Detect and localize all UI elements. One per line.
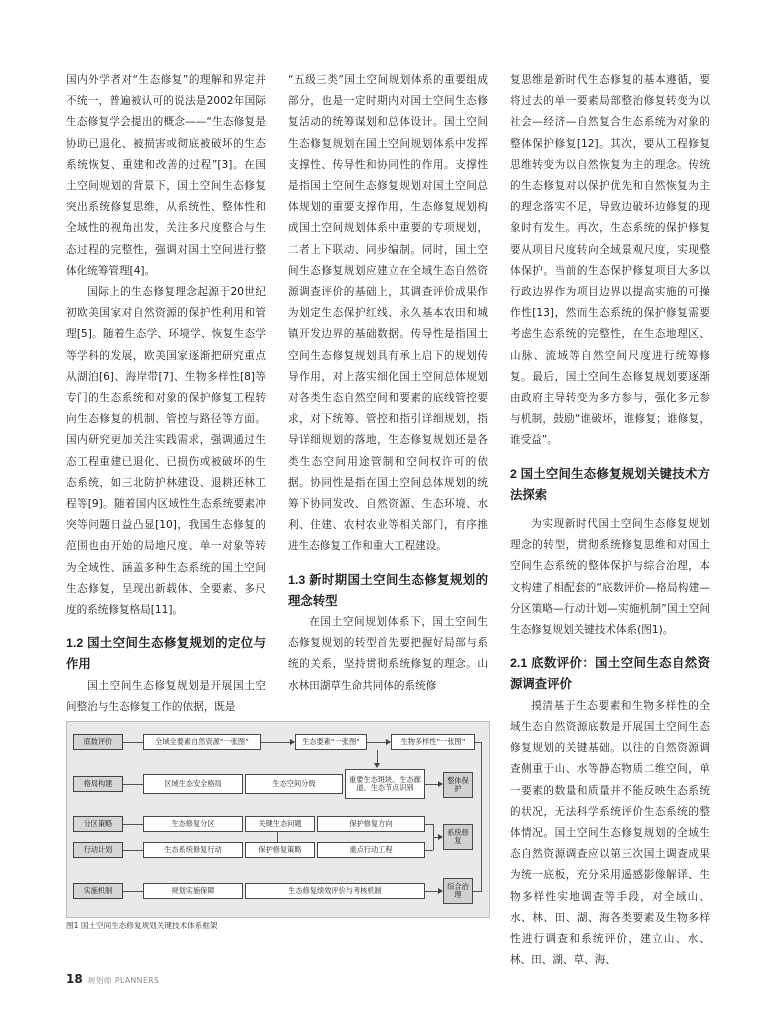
connector-line <box>123 742 143 743</box>
connector-line <box>475 742 482 743</box>
arrow-right-icon <box>438 781 443 787</box>
content-box: 全域全要素自然资源“一张图” <box>143 734 261 750</box>
arrow-right-icon <box>386 739 391 745</box>
stage-box: 分区策略 <box>73 816 123 832</box>
section-heading-2-1: 2.1 底数评价：国土空间生态自然资源调查评价 <box>510 656 710 692</box>
content-box: 规划实施保障 <box>143 883 243 899</box>
content-box: 生态修复分区 <box>143 816 243 832</box>
connector-line <box>377 750 378 764</box>
connector-line <box>123 784 143 785</box>
page-footer <box>66 972 159 986</box>
stage-box: 行动计划 <box>73 842 123 858</box>
paragraph: 在国土空间规划体系下，国土空间生态修复规划的转型首先要把握好局部与系统的关系，坚持贯彻系统修复的理念。山水林田湖草生命共同体的系统修 <box>288 616 488 692</box>
paragraph: 摸清基于生态要素和生物多样性的全域生态自然资源底数是开展国土空间生态修复规划的关键基础。以往的自然资源调查侧重于山、水等静态物质二维空间，单一要素的数量和质量并不能反映生态系统的状况，无法科学系统评价生态系统的整体情况。国土空间生态修复规划的全域生态自然资源调查应以第三次国土调查成果为统一底板，充分采用遥感影像解译、生物多样性实地调查等手段，对全域山、水、林、田、湖、海各类要素及生物多样性进行调查和系统评价，建立山、水、林、田、湖、草、海、 <box>510 699 710 967</box>
paragraph: 复思维是新时代生态修复的基本遵循，要将过去的单一要素局部整治修复转变为以社会—经济—自然复合生态系统为对象的整体保护修复[12]。其次，要从工程修复思维转变为以自然恢复为主的理念。传统的生态修复对以保护优先和自然恢复为主的理念落实不足，导致边破坏边修复的现象时有发生。再次，生态系统的保护修复要从项目尺度转向全域景观尺度，实现整体保护。当前的生态保护修复项目大多以行政边界作为项目边界以提高实施的可操作性[13]，然而生态系统的保护修复需要考虑生态系统的完整性，在生态地理区、山脉、流域等自然空间尺度进行统筹修复。最后，国土空间生态修复规划要逐渐由政府主导转变为多方参与，强化多元参与机制，鼓励“谁破坏，谁修复；谁修复，谁受益”。 <box>510 74 710 447</box>
figure-caption: 图1 国土空间生态修复规划关键技术体系框架 <box>66 921 218 930</box>
content-box: 生态空间分级 <box>245 774 343 794</box>
content-box: 重要生态斑块、生态廊道、生态节点识别 <box>345 769 425 799</box>
outcome-box: 整体保护 <box>443 772 473 798</box>
stage-box: 实施机制 <box>73 883 123 899</box>
stage-box: 底数评价 <box>73 734 123 750</box>
section-heading-1-3: 1.3 新时期国土空间生态修复规划的理念转型 <box>288 572 488 608</box>
section-heading-2: 2 国土空间生态修复规划关键技术方法探索 <box>510 466 710 502</box>
content-box: 关键生态问题 <box>245 816 315 832</box>
arrow-right-icon <box>438 834 443 840</box>
outcome-box: 系统修复 <box>443 824 473 850</box>
content-box: 生态系统修复行动 <box>143 842 243 858</box>
section-heading-1-2: 1.2 国土空间生态修复规划的定位与作用 <box>66 636 266 672</box>
page-number: 18 <box>66 972 83 986</box>
text-column-2 <box>288 70 488 697</box>
connector-line <box>425 850 433 851</box>
connector-line <box>481 742 482 891</box>
stage-box: 格局构建 <box>73 776 123 792</box>
paragraph: 国内外学者对“生态修复”的理解和界定并不统一，普遍被认可的说法是2002年国际生态修复学会提出的概念——“生态修复是协助已退化、被损害或彻底被破坏的生态系统恢复、重建和改善的过程”[3]。在国土空间规划的背景下，国土空间生态修复突出系统修复思维，从系统性、整体性和全域性的视角出发，关注多尺度整合与生态过程的完整性，强调对国土空间进行整体化统筹管理[4]。 <box>66 74 266 277</box>
connector-line <box>277 832 278 842</box>
connector-line <box>123 824 143 825</box>
paragraph: 国土空间生态修复规划是开展国土空间整治与生态修复工作的依据，既是 <box>66 679 266 713</box>
text-column-1 <box>66 70 266 718</box>
content-box: 重点行动工程 <box>317 842 425 858</box>
connector-line <box>473 891 482 892</box>
connector-line <box>123 850 143 851</box>
content-box: 保护修复策略 <box>245 842 315 858</box>
content-box: 生物多样性“一张图” <box>391 734 475 750</box>
connector-line <box>123 891 143 892</box>
text-column-3 <box>510 70 710 971</box>
connector-line <box>425 784 439 785</box>
paragraph: 为实现新时代国土空间生态修复规划理念的转型，贯彻系统修复思维和对国土空间生态系统的整体保护与综合治理，本文构建了相配套的“底数评价—格局构建—分区策略—行动计划—实施机制”国土空间生态修复规划关键技术体系(图1)。 <box>510 518 710 637</box>
journal-name: 规划师 PLANNERS <box>87 976 160 985</box>
content-box: 生态修复绩效评价与考核机制 <box>245 883 425 899</box>
content-box: 区域生态安全格局 <box>143 774 243 794</box>
connector-line <box>261 742 291 743</box>
content-box: 保护修复方向 <box>317 816 425 832</box>
paragraph: “五级三类”国土空间规划体系的重要组成部分，也是一定时期内对国土空间生态修复活动的统筹谋划和总体设计。国土空间生态修复规划在国土空间规划体系中发挥支撑性、传导性和协同性的作用。支撑性是指国土空间生态修复规划对国土空间总体规划的重要支撑作用，生态修复规划构成国土空间规划体系中重要的专项规划，二者上下联动、同步编制。同时，国土空间生态修复规划应建立在全域生态自然资源调查评价的基础上，其调查评价成果作为划定生态保护红线、永久基本农田和城镇开发边界的基础数据。传导性是指国土空间生态修复规划具有承上启下的规划传导作用，对上落实细化国土空间总体规划对各类生态自然空间和要素的底线管控要求，对下统筹、管控和指引详细规划，指导详细规划的落地，生态修复规划还是各类生态空间用途管制和空间权许可的依据。协同性是指在国土空间总体规划的统筹下协同发改、自然资源、生态环境、水利、住建、农村农业等相关部门，有序推进生态修复工作和重大工程建设。 <box>288 74 488 553</box>
arrow-right-icon <box>290 739 295 745</box>
arrow-down-icon <box>374 763 380 768</box>
arrow-right-icon <box>438 888 443 894</box>
connector-line <box>367 742 387 743</box>
connector-line <box>425 824 433 825</box>
paragraph: 国际上的生态修复理念起源于20世纪初欧美国家对自然资源的保护性利用和管理[5]。随着生态学、环境学、恢复生态学等学科的发展，欧美国家逐渐把研究重点从湖泊[6]、海岸带[7]、生物多样性[8]等专门的生态系统和对象的保护修复工程转向生态修复的机制、管控与路径等方面。国内研究更加关注实践需求，强调通过生态工程重建已退化、已损伤或被破坏的生态系统，如三北防护林建设、退耕还林工程等[9]。随着国内区域性生态系统要素冲突等问题日益凸显[10]，我国生态修复的范围也由开始的局地尺度、单一对象等转为全域性、涵盖多种生态系统的国土空间生态修复，呈现出新载体、全要素、多尺度的系统修复格局[11]。 <box>66 286 266 617</box>
framework-diagram <box>66 721 490 918</box>
connector-line <box>425 891 439 892</box>
outcome-box: 综合治理 <box>443 878 473 904</box>
content-box: 生态要素“一张图” <box>295 734 367 750</box>
